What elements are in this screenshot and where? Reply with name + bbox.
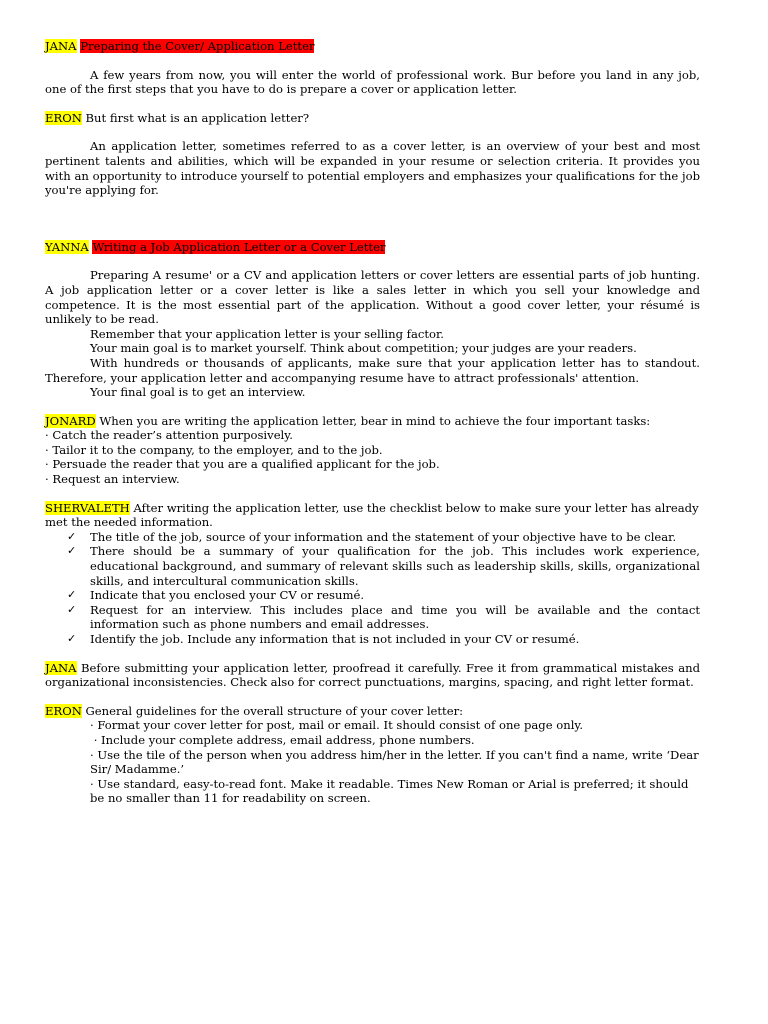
- checklist-text: There should be a summary of your qualification for the job. This includes work experience, educational background, and summary of relevant skills such as leadership skills, skills, organizational skills, and intercultural communication skills.: [90, 544, 700, 588]
- paragraph: A few years from now, you will enter the world of professional work. Bur before you land in any job, one of the first steps that you have to do is prepare a cover or application letter.: [45, 67, 700, 97]
- speaker-label: YANNA: [45, 239, 89, 254]
- speaker-label: JANA: [45, 660, 77, 675]
- speaker-text: After writing the application letter, use the checklist below to make sure your letter has already met the needed information.: [45, 500, 699, 530]
- paragraph: An application letter, sometimes referred to as a cover letter, is an overview of your best and most pertinent talents and abilities, which will be expanded in your resume or selection criteria. It provides you with an opportunity to introduce yourself to potential employers and emphasizes your qualifications for the job you're applying for.: [45, 139, 700, 198]
- list-item: · Tailor it to the company, to the employer, and to the job.: [45, 442, 383, 457]
- checklist-item: [45, 544, 700, 588]
- speaker-text: Before submitting your application letter, proofread it carefully. Free it from grammatical mistakes and organizational inconsistencies. Check also for correct punctuations, margins, spacing, and right letter format.: [45, 660, 700, 690]
- list-item: · Persuade the reader that you are a qualified applicant for the job.: [45, 457, 440, 472]
- speaker-text: But first what is an application letter?: [85, 110, 310, 125]
- speaker-label: ERON: [45, 110, 82, 125]
- speaker-label: ERON: [45, 703, 82, 718]
- section-6-paragraph: [45, 661, 700, 690]
- document-page: [45, 39, 700, 806]
- speaker-text: General guidelines for the overall structure of your cover letter:: [85, 703, 464, 718]
- checklist-text: Identify the job. Include any information that is not included in your CV or resumé.: [90, 632, 580, 646]
- checkmark-icon: ✓: [67, 544, 77, 558]
- list-item: · Include your complete address, email address, phone numbers.: [90, 732, 475, 747]
- paragraph: Remember that your application letter is your selling factor.: [90, 326, 444, 341]
- guidelines-list: [45, 718, 700, 806]
- checklist-text: Request for an interview. This includes place and time you will be available and the contact information such as phone numbers and email addresses.: [90, 602, 700, 632]
- list-item: · Use the tile of the person when you address him/her in the letter. If you can't find a name, write ‘Dear Sir/ Madamme.’: [90, 747, 699, 777]
- section-1-heading: [45, 39, 700, 54]
- checklist-text: The title of the job, source of your information and the statement of your objective have to be clear.: [90, 529, 677, 544]
- section-title: Writing a Job Application Letter or a Cover Letter: [92, 239, 386, 254]
- section-title: Preparing the Cover/ Application Letter: [80, 39, 315, 53]
- checklist: [45, 530, 700, 647]
- speaker-label: SHERVALETH: [45, 500, 130, 515]
- list-item: · Use standard, easy-to-read font. Make it readable. Times New Roman or Arial is preferred; it should be no smaller than 11 for readability on screen.: [90, 776, 689, 806]
- section-3-heading: [45, 240, 700, 255]
- list-item: · Request an interview.: [45, 472, 180, 487]
- speaker-label: JONARD: [45, 413, 96, 428]
- checklist-item: [45, 603, 700, 632]
- list-item: · Catch the reader’s attention purposively.: [45, 428, 293, 443]
- paragraph: Preparing A resume' or a CV and application letters or cover letters are essential parts of job hunting. A job application letter or a cover letter is like a sales letter in which you sell your knowledge and competence. It is the most essential part of the application. Without a good cover letter, your résumé is unlikely to be read.: [45, 268, 700, 327]
- checklist-item: [45, 632, 700, 647]
- section-5-heading: [45, 501, 700, 530]
- section-2-heading: [45, 111, 700, 126]
- paragraph: With hundreds or thousands of applicants, make sure that your application letter has to standout. Therefore, your application letter and accompanying resume have to attract professionals' attention.: [45, 355, 700, 385]
- checkmark-icon: ✓: [67, 588, 77, 602]
- section-7-heading: [45, 704, 700, 719]
- list-item: · Format your cover letter for post, mail or email. It should consist of one page only.: [90, 718, 584, 733]
- checkmark-icon: ✓: [67, 632, 77, 645]
- checklist-item: [45, 530, 700, 545]
- checkmark-icon: ✓: [67, 529, 77, 543]
- section-4-heading: [45, 414, 700, 429]
- checklist-text: Indicate that you enclosed your CV or resumé.: [90, 588, 364, 603]
- task-list: [45, 428, 700, 486]
- checklist-item: [45, 588, 700, 603]
- speaker-label: JANA: [45, 39, 77, 53]
- checkmark-icon: ✓: [67, 602, 77, 616]
- paragraph: Your final goal is to get an interview.: [90, 385, 306, 400]
- speaker-text: When you are writing the application letter, bear in mind to achieve the four important tasks:: [99, 413, 651, 428]
- paragraph: Your main goal is to market yourself. Think about competition; your judges are your readers.: [90, 341, 637, 356]
